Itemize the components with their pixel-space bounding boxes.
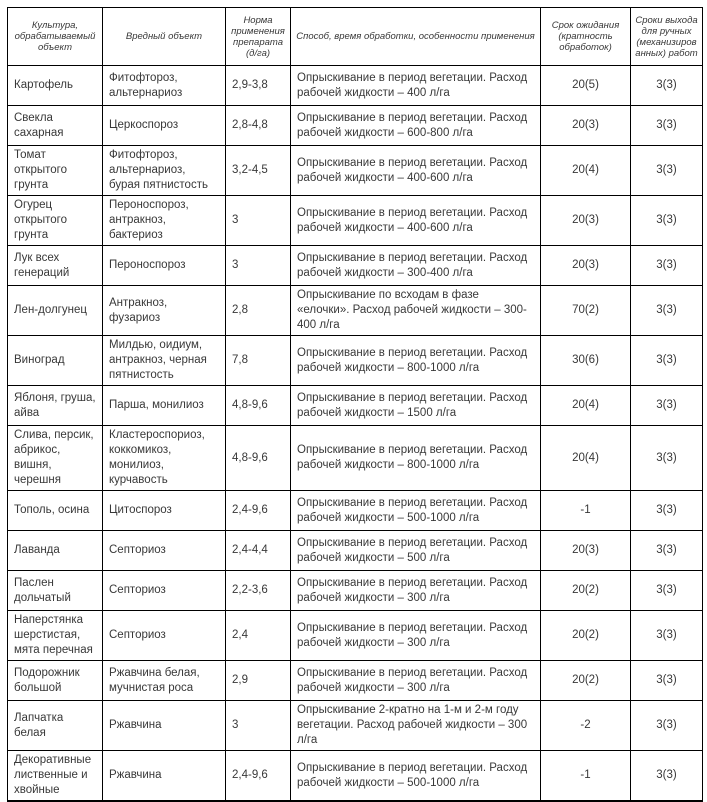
table-cell: Лаванда xyxy=(8,531,103,571)
table-cell: Септориоз xyxy=(103,611,226,661)
table-cell: Опрыскивание в период вегетации. Расход рабочей жидкости – 600-800 л/га xyxy=(291,106,541,146)
table-cell: 3(3) xyxy=(631,386,703,426)
table-cell: Томат открытого грунта xyxy=(8,146,103,196)
table-cell: Опрыскивание в период вегетации. Расход рабочей жидкости – 1500 л/га xyxy=(291,386,541,426)
table-cell: 2,4-9,6 xyxy=(226,751,291,802)
table-cell: Ржавчина xyxy=(103,701,226,751)
table-row xyxy=(8,146,703,196)
table-cell: 3(3) xyxy=(631,146,703,196)
table-body xyxy=(8,66,703,802)
column-header: Норма применения препарата (д/га) xyxy=(226,8,291,66)
table-row xyxy=(8,701,703,751)
table-cell: Церкоспороз xyxy=(103,106,226,146)
table-cell: 20(5) xyxy=(541,66,631,106)
table-cell: Септориоз xyxy=(103,531,226,571)
column-header: Способ, время обработки, особенности применения xyxy=(291,8,541,66)
table-cell: Лен-долгунец xyxy=(8,286,103,336)
table-cell: -1 xyxy=(541,491,631,531)
table-cell: 20(4) xyxy=(541,426,631,491)
header-row xyxy=(8,8,703,66)
table-cell: Огурец открытого грунта xyxy=(8,196,103,246)
table-row xyxy=(8,611,703,661)
table-cell: 2,4-9,6 xyxy=(226,491,291,531)
table-cell: Опрыскивание в период вегетации. Расход рабочей жидкости – 300 л/га xyxy=(291,571,541,611)
column-header: Срок ожидания (кратность обработок) xyxy=(541,8,631,66)
table-cell: 4,8-9,6 xyxy=(226,386,291,426)
table-cell: 20(3) xyxy=(541,246,631,286)
table-cell: 3(3) xyxy=(631,246,703,286)
table-cell: Цитоспороз xyxy=(103,491,226,531)
table-cell: Подорожник большой xyxy=(8,661,103,701)
table-cell: 70(2) xyxy=(541,286,631,336)
table-row xyxy=(8,106,703,146)
table-cell: 3(3) xyxy=(631,106,703,146)
table-cell: Опрыскивание в период вегетации. Расход рабочей жидкости – 500-1000 л/га xyxy=(291,491,541,531)
table-cell: Фитофтороз, альтернариоз, бурая пятнистость xyxy=(103,146,226,196)
table-cell: 4,8-9,6 xyxy=(226,426,291,491)
table-cell: Опрыскивание в период вегетации. Расход рабочей жидкости – 500 л/га xyxy=(291,531,541,571)
table-cell: 2,4 xyxy=(226,611,291,661)
table-cell: Картофель xyxy=(8,66,103,106)
table-cell: 3(3) xyxy=(631,751,703,802)
table-cell: Яблоня, груша, айва xyxy=(8,386,103,426)
table-cell: 3(3) xyxy=(631,571,703,611)
table-row xyxy=(8,196,703,246)
table-cell: Опрыскивание по всходам в фазе «елочки». Расход рабочей жидкости – 300-400 л/га xyxy=(291,286,541,336)
table-cell: 3(3) xyxy=(631,611,703,661)
table-cell: 7,8 xyxy=(226,336,291,386)
table-cell: 3(3) xyxy=(631,531,703,571)
table-row xyxy=(8,286,703,336)
column-header: Вредный объект xyxy=(103,8,226,66)
table-cell: 20(2) xyxy=(541,571,631,611)
pesticide-application-table xyxy=(7,7,703,802)
table-cell: Опрыскивание в период вегетации. Расход рабочей жидкости – 400-600 л/га xyxy=(291,196,541,246)
table-cell: Опрыскивание в период вегетации. Расход рабочей жидкости – 300 л/га xyxy=(291,611,541,661)
table-cell: 3 xyxy=(226,196,291,246)
table-cell: 3(3) xyxy=(631,196,703,246)
table-cell: 3(3) xyxy=(631,286,703,336)
table-row xyxy=(8,531,703,571)
table-cell: Наперстянка шерстистая, мята перечная xyxy=(8,611,103,661)
table-cell: 3,2-4,5 xyxy=(226,146,291,196)
table-cell: 30(6) xyxy=(541,336,631,386)
table-cell: 20(4) xyxy=(541,386,631,426)
table-cell: 3 xyxy=(226,701,291,751)
table-cell: Опрыскивание в период вегетации. Расход рабочей жидкости – 800-1000 л/га xyxy=(291,426,541,491)
table-cell: Опрыскивание в период вегетации. Расход рабочей жидкости – 300 л/га xyxy=(291,661,541,701)
table-cell: 3(3) xyxy=(631,701,703,751)
table-cell: 3(3) xyxy=(631,336,703,386)
table-cell: Декоративные лиственные и хвойные xyxy=(8,751,103,802)
table-cell: 2,9 xyxy=(226,661,291,701)
table-cell: Фитофтороз, альтернариоз xyxy=(103,66,226,106)
table-cell: Антракноз, фузариоз xyxy=(103,286,226,336)
table-row xyxy=(8,426,703,491)
table-cell: 2,8 xyxy=(226,286,291,336)
table-cell: Опрыскивание в период вегетации. Расход рабочей жидкости – 800-1000 л/га xyxy=(291,336,541,386)
table-cell: Кластероспориоз, коккомикоз, монилиоз, курчавость xyxy=(103,426,226,491)
table-cell: 3(3) xyxy=(631,426,703,491)
table-cell: Лапчатка белая xyxy=(8,701,103,751)
table-cell: Опрыскивание 2-кратно на 1-м и 2-м году вегетации. Расход рабочей жидкости – 300 л/га xyxy=(291,701,541,751)
table-cell: Свекла сахарная xyxy=(8,106,103,146)
table-cell: -2 xyxy=(541,701,631,751)
table-row xyxy=(8,491,703,531)
table-cell: 3 xyxy=(226,246,291,286)
table-row xyxy=(8,661,703,701)
table-cell: Опрыскивание в период вегетации. Расход рабочей жидкости – 400-600 л/га xyxy=(291,146,541,196)
table-cell: 2,9-3,8 xyxy=(226,66,291,106)
table-cell: 20(2) xyxy=(541,611,631,661)
table-cell: Септориоз xyxy=(103,571,226,611)
table-cell: 3(3) xyxy=(631,491,703,531)
table-cell: 20(2) xyxy=(541,661,631,701)
column-header: Сроки выхода для ручных (механизированных) работ xyxy=(631,8,703,66)
table-cell: Ржавчина белая, мучнистая роса xyxy=(103,661,226,701)
table-cell: Паслен дольчатый xyxy=(8,571,103,611)
table-cell: 2,4-4,4 xyxy=(226,531,291,571)
table-cell: Слива, персик, абрикос, вишня, черешня xyxy=(8,426,103,491)
table-cell: 2,2-3,6 xyxy=(226,571,291,611)
table-cell: Тополь, осина xyxy=(8,491,103,531)
table-cell: Пероноспороз, антракноз, бактериоз xyxy=(103,196,226,246)
table-row xyxy=(8,751,703,802)
table-row xyxy=(8,571,703,611)
table-cell: Пероноспороз xyxy=(103,246,226,286)
table-row xyxy=(8,386,703,426)
table-row xyxy=(8,66,703,106)
table-cell: Милдью, оидиум, антракноз, черная пятнистость xyxy=(103,336,226,386)
table-cell: Лук всех генераций xyxy=(8,246,103,286)
table-cell: Виноград xyxy=(8,336,103,386)
table-cell: Опрыскивание в период вегетации. Расход рабочей жидкости – 300-400 л/га xyxy=(291,246,541,286)
table-cell: 20(3) xyxy=(541,106,631,146)
table-cell: -1 xyxy=(541,751,631,802)
table-row xyxy=(8,336,703,386)
table-cell: Опрыскивание в период вегетации. Расход рабочей жидкости – 400 л/га xyxy=(291,66,541,106)
table-cell: Опрыскивание в период вегетации. Расход рабочей жидкости – 500-1000 л/га xyxy=(291,751,541,802)
table-cell: Ржавчина xyxy=(103,751,226,802)
table-cell: 20(3) xyxy=(541,531,631,571)
table-cell: 3(3) xyxy=(631,661,703,701)
column-header: Культура, обрабатываемый объект xyxy=(8,8,103,66)
table-cell: 20(3) xyxy=(541,196,631,246)
table-cell: 3(3) xyxy=(631,66,703,106)
table-cell: 20(4) xyxy=(541,146,631,196)
table-cell: Парша, монилиоз xyxy=(103,386,226,426)
table-row xyxy=(8,246,703,286)
table-cell: 2,8-4,8 xyxy=(226,106,291,146)
